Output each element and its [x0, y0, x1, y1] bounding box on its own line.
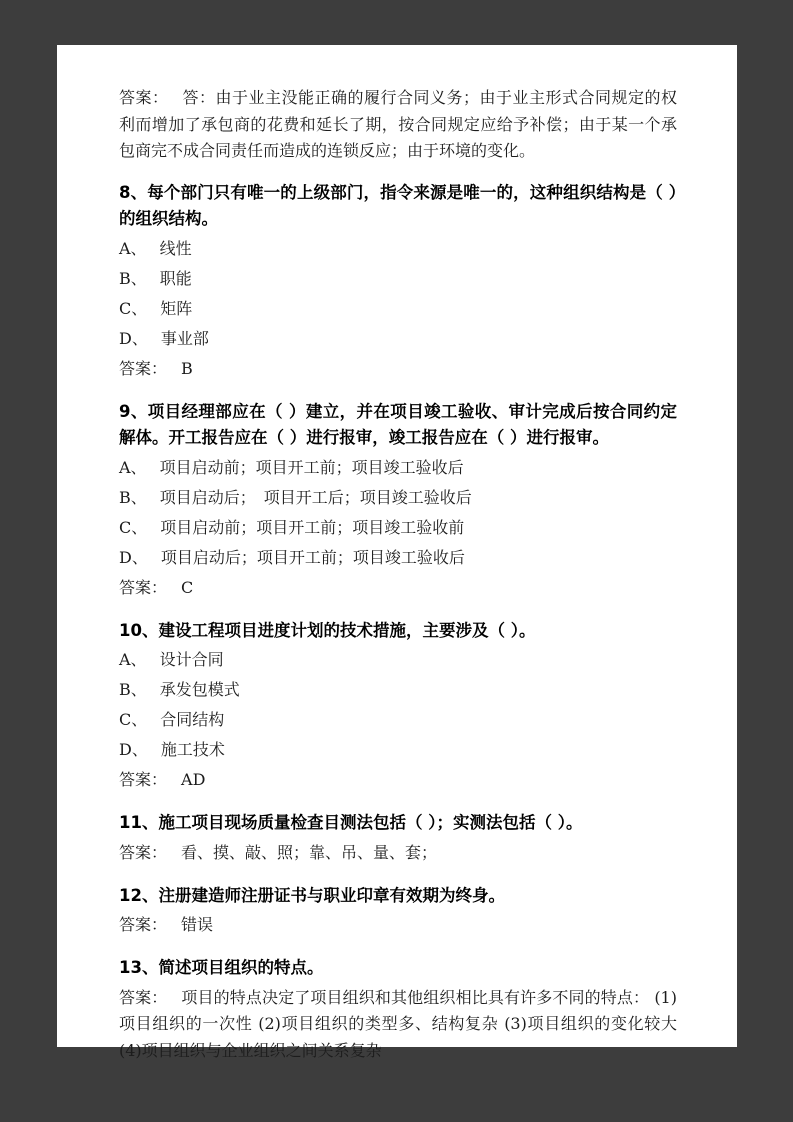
question-block-9: [119, 399, 677, 603]
answer-label: 答案：: [119, 577, 168, 597]
option-row-b: [119, 675, 677, 705]
option-text: 项目启动后； 项目开工后；项目竣工验收后: [159, 487, 472, 507]
option-text: 矩阵: [160, 298, 193, 318]
answer-value: B: [181, 358, 193, 378]
answer-value: AD: [181, 770, 206, 789]
option-letter: A、: [119, 650, 147, 669]
question-block-12: [119, 883, 677, 941]
answer-paragraph: [119, 85, 677, 165]
option-text: 项目启动前；项目开工前；项目竣工验收后: [159, 457, 464, 477]
option-text: 项目启动后；项目开工前；项目竣工验收后: [160, 547, 465, 567]
option-letter: D、: [119, 547, 148, 567]
answer-paragraph: [119, 985, 677, 1065]
option-letter: B、: [119, 268, 147, 288]
option-text: 职能: [159, 268, 192, 288]
option-text: 项目启动前；项目开工前；项目竣工验收前: [160, 517, 465, 537]
answer-row: [119, 354, 677, 384]
option-letter: C、: [119, 710, 148, 729]
option-row-a: [119, 645, 677, 675]
option-text: 施工技术: [160, 740, 225, 759]
option-row-a: [119, 234, 677, 264]
question-stem: 9、项目经理部应在（ ）建立，并在项目竣工验收、审计完成后按合同约定解体。开工报告应在（ ）进行报审，竣工报告应在（ ）进行报审。: [119, 401, 677, 447]
option-row-c: [119, 513, 677, 543]
answer-value: C: [181, 577, 194, 597]
question-block-8: [119, 180, 677, 384]
option-letter: A、: [119, 457, 147, 477]
option-letter: D、: [119, 740, 148, 759]
option-letter: C、: [119, 298, 148, 318]
option-text: 承发包模式: [159, 680, 240, 699]
option-letter: C、: [119, 517, 148, 537]
option-row-a: [119, 453, 677, 483]
answer-label: 答案：: [119, 770, 168, 789]
question-stem: 11、施工项目现场质量检查目测法包括（ ）；实测法包括（ ）。: [119, 813, 583, 832]
answer-label: 答案：: [119, 842, 168, 862]
answer-text: 项目的特点决定了项目组织和其他组织相比具有许多不同的特点： (1)项目组织的一次性 (2)项目组织的类型多、结构复杂 (3)项目组织的变化较大 (4)项目组织与企业组织之间关系复杂: [119, 987, 677, 1060]
option-letter: A、: [119, 238, 147, 258]
answer-row: [119, 765, 677, 795]
answer-row: [119, 838, 677, 868]
option-text: 事业部: [160, 328, 209, 348]
answer-value: 错误: [181, 915, 214, 934]
option-row-c: [119, 705, 677, 735]
option-row-c: [119, 294, 677, 324]
option-row-d: [119, 324, 677, 354]
answer-row: [119, 910, 677, 940]
answer-text: 答：由于业主没能正确的履行合同义务；由于业主形式合同规定的权利而增加了承包商的花费和延长了期，按合同规定应给予补偿；由于某一个承包商完不成合同责任而造成的连锁反应；由于环境的变化。: [119, 88, 677, 160]
answer-label: 答案：: [119, 358, 168, 378]
option-text: 设计合同: [159, 650, 224, 669]
question-block-13: [119, 955, 677, 1064]
option-text: 合同结构: [160, 710, 225, 729]
answer-label: 答案：: [119, 915, 168, 934]
question-stem: 10、建设工程项目进度计划的技术措施，主要涉及（ ）。: [119, 620, 536, 640]
option-text: 线性: [159, 238, 192, 258]
question-stem: 12、注册建造师注册证书与职业印章有效期为终身。: [119, 885, 505, 905]
option-row-d: [119, 543, 677, 573]
question-stem: 13、简述项目组织的特点。: [119, 958, 324, 977]
option-row-b: [119, 483, 677, 513]
document-page: [57, 45, 737, 1060]
question-stem: 8、每个部门只有唯一的上级部门，指令来源是唯一的，这种组织结构是（ ）的组织结构。: [119, 182, 677, 228]
option-row-b: [119, 264, 677, 294]
answer-value: 看、摸、敲、照；靠、吊、量、套；: [181, 842, 438, 862]
answer-label: 答案：: [119, 987, 168, 1007]
answer-label: 答案：: [119, 88, 169, 107]
option-letter: B、: [119, 680, 147, 699]
option-letter: B、: [119, 487, 147, 507]
question-block-11: [119, 810, 677, 868]
question-block-10: [119, 618, 677, 796]
option-letter: D、: [119, 328, 148, 348]
answer-row: [119, 573, 677, 603]
option-row-d: [119, 735, 677, 765]
